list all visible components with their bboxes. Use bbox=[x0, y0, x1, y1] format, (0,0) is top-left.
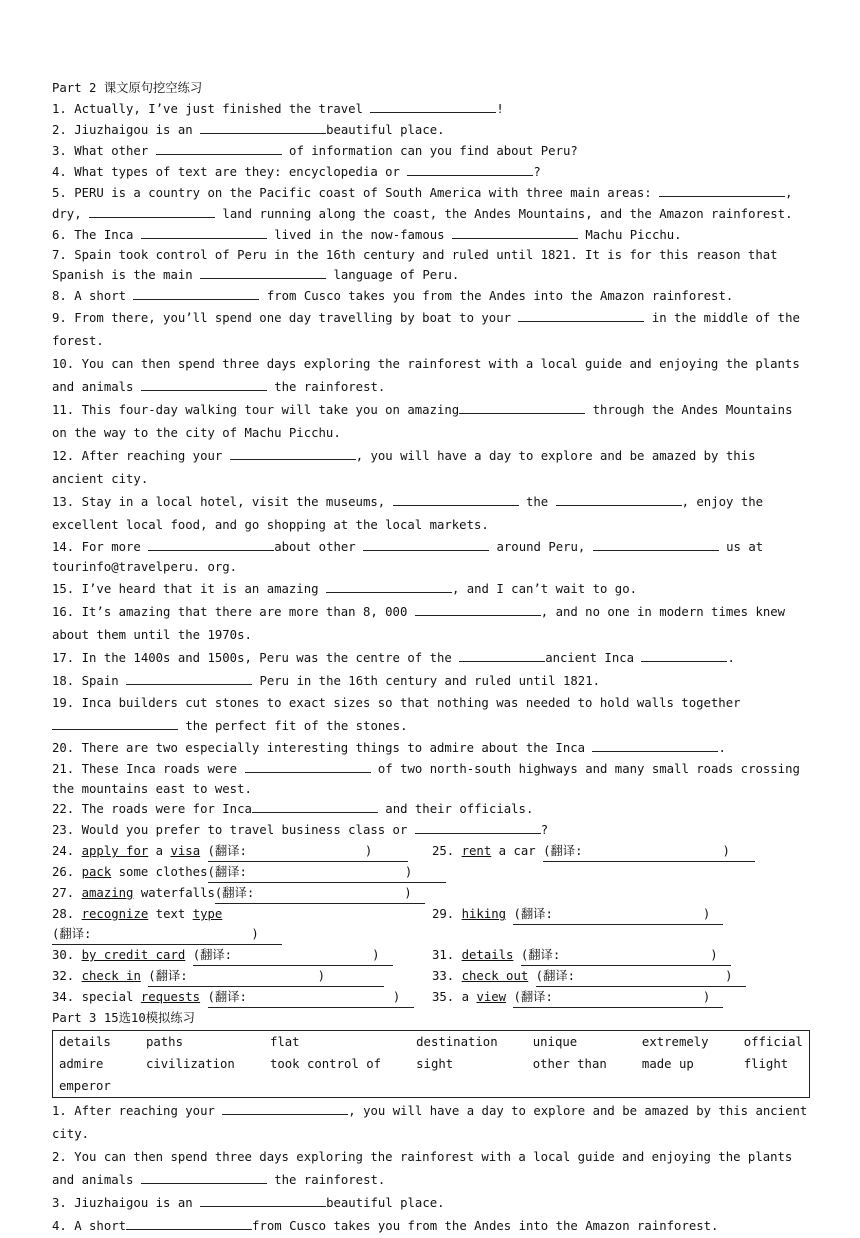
answer-blank[interactable] bbox=[556, 492, 682, 506]
part3-question-3: 3. Jiuzhaigou is an beautiful place. bbox=[52, 1192, 810, 1215]
question-7: 7. Spain took control of Peru in the 16th century and ruled until 1821. It is for this reason that Spanish is the main language of Peru. bbox=[52, 247, 778, 283]
question-2: 2. Jiuzhaigou is an beautiful place. bbox=[52, 120, 810, 141]
answer-blank[interactable] bbox=[459, 400, 585, 414]
word-bank-item: emperor bbox=[59, 1078, 111, 1093]
word-bank-item: destination bbox=[416, 1034, 498, 1049]
question-10: 10. You can then spend three days exploring the rainforest with a local guide and enjoying the plants and animals the rainforest. bbox=[52, 357, 800, 395]
translation-field[interactable]: (翻译: ) bbox=[215, 883, 425, 904]
answer-blank[interactable] bbox=[52, 716, 178, 730]
answer-blank[interactable] bbox=[393, 492, 519, 506]
word-bank-item: unique bbox=[532, 1034, 578, 1049]
word-bank bbox=[52, 1030, 810, 1098]
vocab-row-30-31: 30. by credit card (翻译: ) 31. details (翻译: ) bbox=[52, 945, 810, 966]
answer-blank[interactable] bbox=[156, 141, 282, 155]
translation-field[interactable]: (翻译: ) bbox=[208, 841, 408, 862]
question-3: 3. What other of information can you find about Peru? bbox=[52, 141, 810, 162]
answer-blank[interactable] bbox=[593, 537, 719, 551]
part3-question-1: 1. After reaching your , you will have a day to explore and be amazed by this ancient city. bbox=[52, 1100, 810, 1146]
answer-blank[interactable] bbox=[133, 286, 259, 300]
answer-blank[interactable] bbox=[89, 204, 215, 218]
answer-blank[interactable] bbox=[245, 759, 371, 773]
translation-field[interactable]: (翻译: ) bbox=[513, 904, 723, 925]
answer-blank[interactable] bbox=[659, 183, 785, 197]
question-9: 9. From there, you’ll spend one day travelling by boat to your in the middle of the forest. bbox=[52, 307, 810, 353]
part3-question-4: 4. A short from Cusco takes you from the Andes into the Amazon rainforest. bbox=[52, 1215, 810, 1238]
question-5: 5. PERU is a country on the Pacific coast of South America with three main areas: , dry, land running along the coast, the Andes Mountains, and the Amazon rainforest. bbox=[52, 183, 810, 225]
answer-blank[interactable] bbox=[326, 579, 452, 593]
answer-blank[interactable] bbox=[126, 671, 252, 685]
vocab-row-28-29: 28. recognize text type(翻译: ) 29. hiking (翻译: ) bbox=[52, 904, 810, 945]
question-16: 16. It’s amazing that there are more than 8, 000 , and no one in modern times knew about them until the 1970s. bbox=[52, 601, 810, 647]
word-bank-item: made up bbox=[641, 1056, 694, 1071]
question-8: 8. A short from Cusco takes you from the Andes into the Amazon rainforest. bbox=[52, 286, 810, 307]
translation-field[interactable]: (翻译: ) bbox=[148, 966, 384, 987]
answer-blank[interactable] bbox=[641, 648, 727, 662]
vocab-row-34-35: 34. special requests (翻译: ) 35. a view (翻译: ) bbox=[52, 987, 810, 1008]
answer-blank[interactable] bbox=[415, 602, 541, 616]
word-bank-item: flight bbox=[743, 1056, 789, 1071]
question-13: 13. Stay in a local hotel, visit the museums, the , enjoy the excellent local food, and go shopping at the local markets. bbox=[52, 491, 810, 537]
question-1: 1. Actually, I’ve just finished the travel ! bbox=[52, 99, 810, 120]
question-19: 19. Inca builders cut stones to exact sizes so that nothing was needed to hold walls together the perfect fit of the stones. bbox=[52, 695, 741, 733]
answer-blank[interactable] bbox=[222, 1101, 348, 1115]
word-bank-item: other than bbox=[532, 1056, 607, 1071]
question-15: 15. I’ve heard that it is an amazing , and I can’t wait to go. bbox=[52, 578, 810, 601]
answer-blank[interactable] bbox=[415, 820, 541, 834]
word-bank-item: took control of bbox=[269, 1056, 382, 1071]
word-bank-item: official bbox=[743, 1034, 803, 1049]
word-bank-item: sight bbox=[416, 1056, 454, 1071]
answer-blank[interactable] bbox=[459, 648, 545, 662]
translation-field[interactable]: (翻译: ) bbox=[52, 924, 282, 945]
answer-blank[interactable] bbox=[148, 537, 274, 551]
question-11: 11. This four-day walking tour will take you on amazing through the Andes Mountains on the way to the city of Machu Picchu. bbox=[52, 399, 810, 445]
answer-blank[interactable] bbox=[126, 1216, 252, 1230]
answer-blank[interactable] bbox=[407, 162, 533, 176]
vocab-row-32-33: 32. check in (翻译: ) 33. check out (翻译: ) bbox=[52, 966, 810, 987]
question-17: 17. In the 1400s and 1500s, Peru was the centre of the ancient Inca . bbox=[52, 647, 810, 670]
word-bank-item: civilization bbox=[145, 1056, 235, 1071]
translation-field[interactable]: (翻译: ) bbox=[543, 841, 755, 862]
word-bank-item: admire bbox=[59, 1056, 104, 1071]
answer-blank[interactable] bbox=[200, 120, 326, 134]
vocab-row-24-25: 24. apply for a visa (翻译: ) 25. rent a car (翻译: ) bbox=[52, 841, 810, 862]
translation-field[interactable]: (翻译: ) bbox=[513, 987, 723, 1008]
answer-blank[interactable] bbox=[141, 225, 267, 239]
answer-blank[interactable] bbox=[141, 377, 267, 391]
question-20: 20. There are two especially interesting things to admire about the Inca . bbox=[52, 738, 810, 759]
question-18: 18. Spain Peru in the 16th century and ruled until 1821. bbox=[52, 670, 810, 692]
answer-blank[interactable] bbox=[452, 225, 578, 239]
worksheet-page bbox=[52, 78, 810, 1238]
answer-blank[interactable] bbox=[363, 537, 489, 551]
word-bank-item: paths bbox=[145, 1034, 183, 1049]
answer-blank[interactable] bbox=[518, 308, 644, 322]
question-14: 14. For more about other around Peru, us at tourinfo@travelperu. org. bbox=[52, 537, 810, 578]
answer-blank[interactable] bbox=[592, 738, 718, 752]
question-6: 6. The Inca lived in the now-famous Machu Picchu. bbox=[52, 225, 810, 246]
question-4: 4. What types of text are they: encyclopedia or ? bbox=[52, 162, 810, 183]
translation-field[interactable]: (翻译: ) bbox=[536, 966, 746, 987]
part2-heading: Part 2 课文原句挖空练习 bbox=[52, 81, 203, 95]
answer-blank[interactable] bbox=[370, 99, 496, 113]
translation-field[interactable]: (翻译: ) bbox=[208, 862, 446, 883]
word-bank-item: flat bbox=[269, 1034, 300, 1049]
word-bank-item: extremely bbox=[641, 1034, 709, 1049]
translation-field[interactable]: (翻译: ) bbox=[521, 945, 731, 966]
answer-blank[interactable] bbox=[200, 265, 326, 279]
word-bank-item: details bbox=[59, 1034, 111, 1049]
question-22: 22. The roads were for Inca and their officials. bbox=[52, 799, 810, 820]
part3-heading: Part 3 15选10模拟练习 bbox=[52, 1010, 195, 1025]
answer-blank[interactable] bbox=[252, 799, 378, 813]
question-23: 23. Would you prefer to travel business class or ? bbox=[52, 820, 810, 841]
question-12: 12. After reaching your , you will have a day to explore and be amazed by this ancient city. bbox=[52, 445, 810, 491]
answer-blank[interactable] bbox=[141, 1170, 267, 1184]
translation-field[interactable]: (翻译: ) bbox=[193, 945, 393, 966]
answer-blank[interactable] bbox=[200, 1193, 326, 1207]
vocab-row-27: 27. amazing waterfalls(翻译: ) bbox=[52, 883, 810, 904]
translation-field[interactable]: (翻译: ) bbox=[208, 987, 414, 1008]
part3-question-2: 2. You can then spend three days exploring the rainforest with a local guide and enjoying the plants and animals the rainforest. bbox=[52, 1149, 793, 1187]
vocab-row-26: 26. pack some clothes(翻译: ) bbox=[52, 862, 810, 883]
answer-blank[interactable] bbox=[230, 446, 356, 460]
question-21: 21. These Inca roads were of two north-south highways and many small roads crossing the mountains east to west. bbox=[52, 759, 810, 800]
